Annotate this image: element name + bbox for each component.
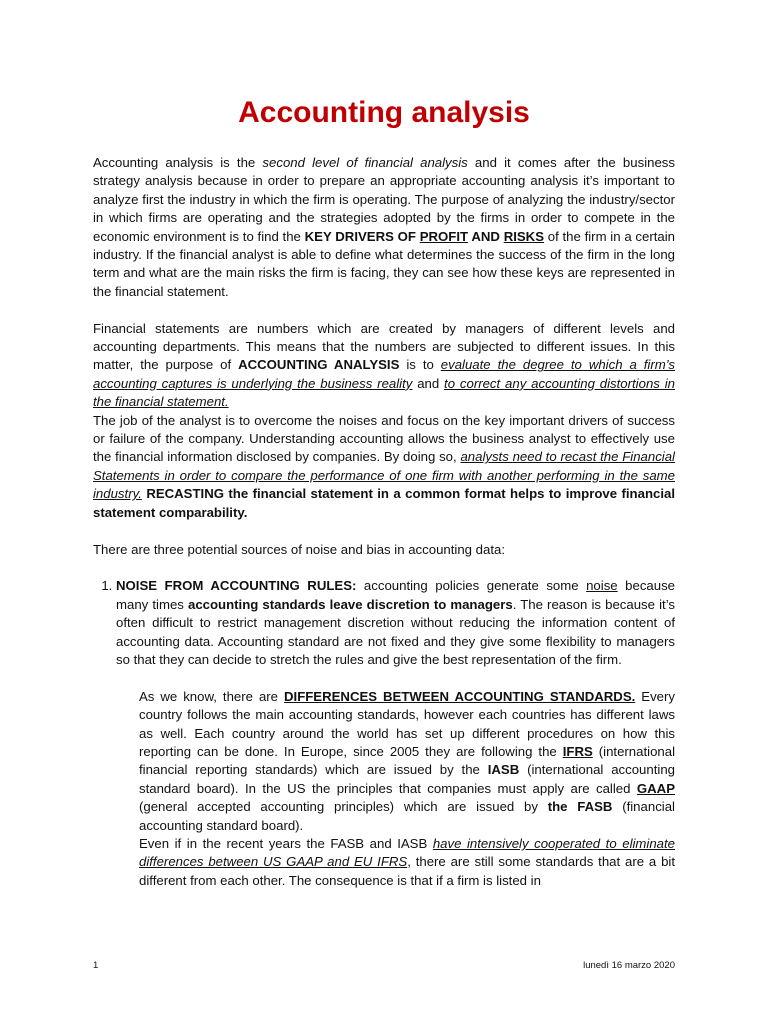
text-run: is to bbox=[399, 357, 441, 373]
text-run: Accounting analysis is the bbox=[93, 155, 263, 170]
bold-underlined-text: PROFIT bbox=[419, 228, 469, 244]
bold-text: IASB bbox=[487, 762, 520, 778]
bold-text: ACCOUNTING ANALYSIS bbox=[238, 357, 400, 373]
text-run: and bbox=[412, 375, 445, 391]
list-item bbox=[116, 577, 675, 669]
paragraph-analyst-job bbox=[93, 412, 675, 522]
paragraph-financial-statements bbox=[93, 320, 675, 412]
italic-underlined-text: to correct any accounting distortions in the financial statement. bbox=[93, 375, 675, 410]
text-run: Even if in the recent years the FASB and IASB bbox=[139, 835, 433, 851]
paragraph-fasb-iasb bbox=[139, 835, 675, 890]
underlined-text: noise bbox=[586, 578, 618, 594]
bold-text: accounting standards leave discretion to managers bbox=[187, 596, 513, 612]
italic-underlined-text: have intensively cooperated to eliminate differences between US GAAP and EU IFRS bbox=[139, 835, 676, 870]
bold-underlined-text: GAAP bbox=[636, 780, 675, 796]
paragraph-standards-differences bbox=[139, 688, 675, 835]
bold-text: KEY DRIVERS OF bbox=[304, 228, 416, 244]
document-body bbox=[93, 154, 675, 890]
bold-underlined-text: IFRS bbox=[562, 743, 593, 759]
text-run: because many times bbox=[116, 578, 676, 612]
text-run: accounting policies generate some bbox=[356, 578, 587, 594]
paragraph-intro bbox=[93, 154, 675, 301]
indented-block bbox=[139, 688, 675, 890]
bold-text: the FASB bbox=[547, 799, 613, 815]
text-run: The job of the analyst is to overcome the noises and focus on the key important drivers of success or failure of the company. Understanding accounting allows the business analyst to effectively use the financial information disclosed by companies. By doing so, bbox=[93, 412, 675, 465]
noise-sources-list bbox=[93, 577, 675, 669]
text-run: . The reason is because it’s often difficult to restrict management discretion without reducing the information content of accounting data. Accounting standard are not fixed and they give some flexibility to managers so that they can decide to stretch the rules and give the best representation of the firm. bbox=[116, 596, 675, 667]
italic-text: second level of financial analysis bbox=[262, 155, 468, 170]
text-run: (international accounting standard board). In the US the principles that companies must apply are called bbox=[139, 762, 675, 796]
page-number: 1 bbox=[93, 960, 99, 971]
text-run: , there are still some standards that are a bit different from each other. The consequence is that if a firm is listed in bbox=[139, 854, 675, 888]
text-run: Every country follows the main accounting standards, however each countries has different laws as well. Each country around the world has set up different procedures on how this reporting can be done. In Europe, since 2005 they are following the bbox=[139, 688, 675, 759]
page-title: Accounting analysis bbox=[238, 96, 530, 129]
text-run: As we know, there are bbox=[139, 688, 284, 704]
bold-text: RECASTING the financial statement in a common format helps to improve financial statement comparability. bbox=[93, 486, 675, 520]
text-run: (general accepted accounting principles) which are issued by bbox=[139, 799, 548, 815]
text-run: of the firm in a certain industry. If the financial analyst is able to define what determines the success of the firm in the long term and what are the main risks the firm is facing, they can see how these keys are represented in the financial statement. bbox=[93, 228, 675, 299]
text-run: (international financial reporting standards) which are issued by the bbox=[139, 743, 676, 778]
bold-text: AND bbox=[468, 228, 504, 244]
italic-underlined-text: evaluate the degree to which a firm’s accounting captures is underlying the business reality bbox=[93, 357, 676, 391]
bold-text: NOISE FROM ACCOUNTING RULES: bbox=[116, 578, 357, 594]
paragraph-sources-intro: There are three potential sources of noise and bias in accounting data: bbox=[93, 541, 506, 557]
text-run: (financial accounting standard board). bbox=[139, 799, 675, 833]
text-run: and it comes after the business strategy analysis because in order to prepare an appropriate accounting analysis it’s important to analyze first the industry in which the firm is operating. The purpose of analyzing the industry/sector in which firms are operating and the strategies adopted by the firms in order to compete in the economic environment is to find the bbox=[93, 155, 675, 244]
bold-underlined-text: RISKS bbox=[503, 228, 544, 244]
text-run: Financial statements are numbers which are created by managers of different levels and accounting departments. This means that the numbers are subjected to different issues. In this matter, the purpose of bbox=[93, 320, 675, 373]
footer-date: lunedì 16 marzo 2020 bbox=[583, 960, 675, 971]
bold-underlined-text: DIFFERENCES BETWEEN ACCOUNTING STANDARDS. bbox=[284, 688, 636, 704]
italic-underlined-text: analysts need to recast the Financial Statements in order to compare the performance of one firm with another performing in the same industry. bbox=[93, 449, 675, 502]
